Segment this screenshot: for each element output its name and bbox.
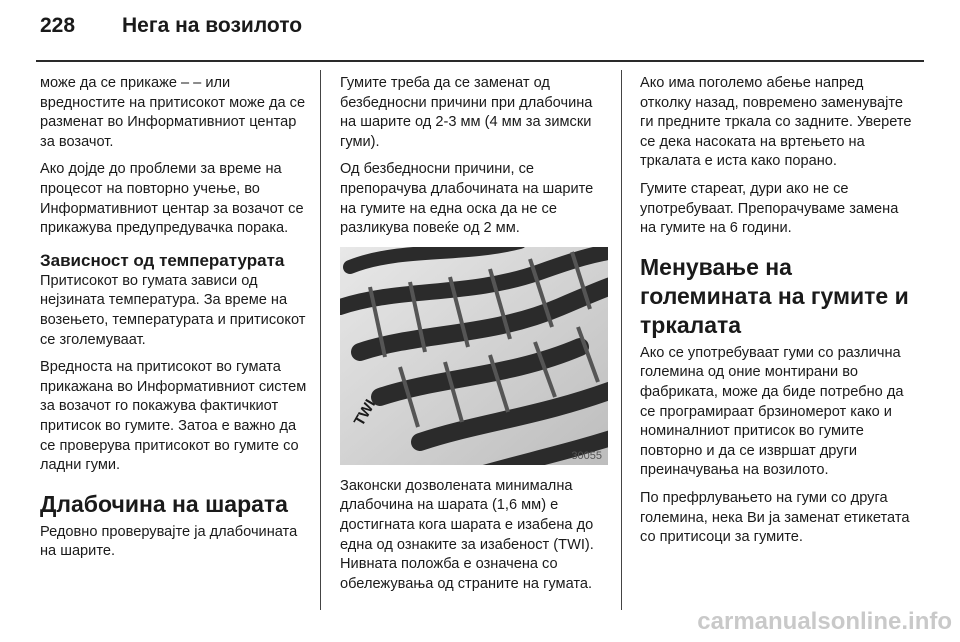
paragraph: Законски дозволената минимална длабочина на шарата (1,6 мм) е достигната кога шарата е изабена до една од ознаките за изабеност (TWI). Нивната положба е означена со обележувања од страните на гумата. [340,477,594,592]
column-divider [621,70,622,610]
column-3 [640,74,912,556]
page-number: 228 [40,14,76,37]
paragraph: Ако се употребуваат гуми со различна големина од оние монтирани во фабриката, може да биде потребно да се програмираат брзиномерот како и номиналниот притисок во гумите повторно и да се извршат други преиначувања на возилото. [640,344,904,479]
paragraph: може да се прикаже – – или вредностите на притисокот може да се разменат во Информативниот центар за возачот. [40,75,306,150]
column-1 [40,74,310,570]
page-title: Нега на возилото [122,14,303,37]
section-heading-tread-depth: Длабочина на шарата [40,490,288,517]
column-2 [340,74,608,602]
tire-tread-figure [340,247,608,465]
section-heading-size-change: Менување на големината на гумите и тркалата [640,253,909,338]
paragraph: Ако има поголемо абење напред отколку назад, повремено заменувајте ги предните тркала со задните. Уверете се дека насоката на вртењето на тркалата е иста како порано. [640,75,912,170]
paragraph: Од безбедносни причини, се препорачува длабочината на шарите на гумите на една оска да не се разликува повеќе од 2 мм. [340,161,594,237]
page-header [40,14,302,50]
paragraph: Вредноста на притисокот во гумата прикажана во Информативниот систем за возачот го покажува фактичкиот притисок во гумите. Затоа е важно да се проверува притисокот во гумите со ладни гуми. [40,359,307,474]
header-rule [36,60,924,62]
tire-tread-illustration [340,247,608,465]
paragraph: Притисокот во гумата зависи од нејзината температура. За време на возењето, температурата и притисокот се зголемуваат. [40,272,306,348]
paragraph: По префрлувањето на гуми со друга големина, нека Ви ја заменат етикетата со притисоци за гумите. [640,489,910,546]
watermark: carmanualsonline.info [697,608,952,635]
paragraph: Ако дојде до проблеми за време на процесот на повторно учење, во Информативниот центар за возачот се прикажува предупредувачка порака. [40,161,304,237]
figure-code: 30055 [571,449,602,462]
column-divider [320,70,321,610]
paragraph: Гумите стареат, дури ако не се употребуваат. Препорачуваме замена на гумите на 6 години. [640,180,899,237]
paragraph: Гумите треба да се заменат од безбедносни причини при длабочина на шарите од 2-3 мм (4 мм за зимски гуми). [340,75,593,150]
paragraph: Редовно проверувајте ја длабочината на шарите. [40,523,298,560]
twi-label: TWI [350,396,380,429]
section-heading-temperature: Зависност од температурата [40,250,285,270]
